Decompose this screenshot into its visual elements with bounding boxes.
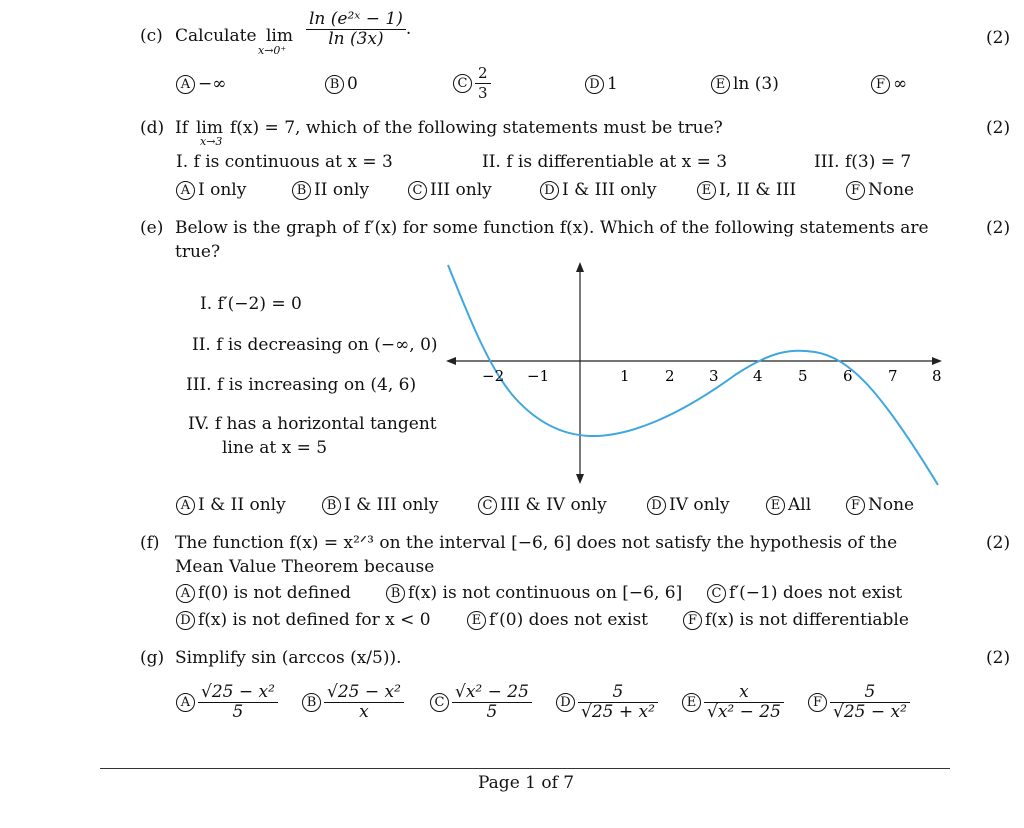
part-d-statement-3: III. f(3) = 7 [814,152,912,172]
part-e-option-e[interactable]: E All [766,495,811,515]
x-axis-right-arrow [932,357,942,365]
part-g-option-e[interactable]: E $\frac{x}{\text{√x² − 25}}$ [682,683,784,722]
part-e-option-c[interactable]: C III & IV only [478,495,607,515]
tick-label-neg1: −1 [527,367,550,385]
part-c-option-d[interactable]: D 1 [585,74,618,94]
tick-label-5: 5 [798,367,808,385]
part-g-option-c[interactable]: C $\frac{\text{√x² − 25}}{5}$ [430,683,532,722]
part-c-fraction [306,10,411,49]
tick-label-1: 1 [620,367,630,385]
part-e-statement-2: II. f is decreasing on (−∞, 0) [192,335,438,355]
part-e-statement-3: III. f is increasing on (4, 6) [186,375,417,395]
part-e-statement-4: IV. f has a horizontal tangent [188,414,437,434]
part-f-label: (f) [140,533,160,553]
part-c-lim-sub: x→0⁺ [258,44,287,57]
part-g-label: (g) [140,648,165,668]
part-d-option-a[interactable]: A I only [176,180,246,200]
part-e-statement-4b: line at x = 5 [222,438,328,458]
part-d-option-e[interactable]: E I, II & III [697,180,796,200]
part-c-text: Calculate [175,26,257,46]
part-e-marks: (2) [986,218,1011,238]
part-f-option-b[interactable]: B f(x) is not continuous on [−6, 6] [386,583,682,603]
part-d-statement-1: I. f is continuous at x = 3 [176,152,393,172]
part-c-option-f[interactable]: F ∞ [871,74,907,94]
part-c-label: (c) [140,26,163,46]
part-e-line2: true? [175,242,221,262]
part-c-numerator: ln (e²ˣ − 1) [306,10,406,30]
part-c-lim: lim [266,26,293,46]
part-d-option-b[interactable]: B II only [292,180,369,200]
part-g-text: Simplify sin (arccos (x/5)). [175,648,402,668]
part-d-option-f[interactable]: F None [846,180,914,200]
part-e-label: (e) [140,218,164,238]
part-f-option-e[interactable]: E f′(0) does not exist [467,610,648,630]
part-e-option-a[interactable]: A I & II only [176,495,286,515]
part-g-marks: (2) [986,648,1011,668]
tick-label-8: 8 [932,367,942,385]
tick-label-4: 4 [753,367,763,385]
part-c-marks: (2) [986,28,1011,48]
part-d-option-d[interactable]: D I & III only [540,180,656,200]
derivative-curve [448,265,938,485]
tick-label-6: 6 [843,367,853,385]
part-c-denominator: ln (3x) [328,29,384,49]
part-d-marks: (2) [986,118,1011,138]
x-axis-left-arrow [446,357,456,365]
part-c-option-c[interactable]: C $\frac{2}{3}$ [453,64,491,103]
part-f-marks: (2) [986,533,1011,553]
part-d-lim: lim [196,118,223,138]
part-g-option-a[interactable]: A $\frac{\text{√25 − x²}}{5}$ [176,683,278,722]
part-e-option-f[interactable]: F None [846,495,914,515]
part-d-text-pre: If [175,118,189,138]
footer-rule [100,768,950,769]
part-d-text-post: f(x) = 7, which of the following statements must be true? [230,118,723,138]
part-d-label: (d) [140,118,165,138]
part-f-line1: The function f(x) = x²ᐟ³ on the interval [−6, 6] does not satisfy the hypothesis of the [175,533,898,553]
part-f-option-d[interactable]: D f(x) is not defined for x < 0 [176,610,431,630]
part-f-line2: Mean Value Theorem because [175,557,435,577]
part-g-option-b[interactable]: B $\frac{\text{√25 − x²}}{x}$ [302,683,404,722]
part-f-option-c[interactable]: C f′(−1) does not exist [707,583,902,603]
part-e-option-d[interactable]: D IV only [647,495,730,515]
part-d-option-c[interactable]: C III only [408,180,492,200]
page-number: Page 1 of 7 [478,773,575,793]
part-d-statement-2: II. f is differentiable at x = 3 [482,152,728,172]
tick-label-3: 3 [709,367,719,385]
tick-label-neg2: −2 [482,367,505,385]
part-g-option-d[interactable]: D $\frac{5}{\text{√25 + x²}}$ [556,683,658,722]
part-e-option-b[interactable]: B I & III only [322,495,438,515]
part-c-option-a[interactable]: A −∞ [176,74,226,94]
part-c-end: . [405,19,412,39]
part-c-option-b[interactable]: B 0 [325,74,358,94]
y-axis-up-arrow [576,262,584,272]
part-d-lim-sub: x→3 [200,135,223,148]
y-axis-down-arrow [576,474,584,484]
part-g-option-f[interactable]: F $\frac{5}{\text{√25 − x²}}$ [808,683,910,722]
part-c-option-e[interactable]: E ln (3) [711,74,779,94]
part-e-statement-1: I. f′(−2) = 0 [200,294,302,314]
part-f-option-f[interactable]: F f(x) is not differentiable [683,610,909,630]
tick-label-2: 2 [665,367,675,385]
part-e-line1: Below is the graph of f′(x) for some function f(x). Which of the following statements are [175,218,929,238]
tick-label-7: 7 [888,367,898,385]
part-f-option-a[interactable]: A f(0) is not defined [176,583,351,603]
